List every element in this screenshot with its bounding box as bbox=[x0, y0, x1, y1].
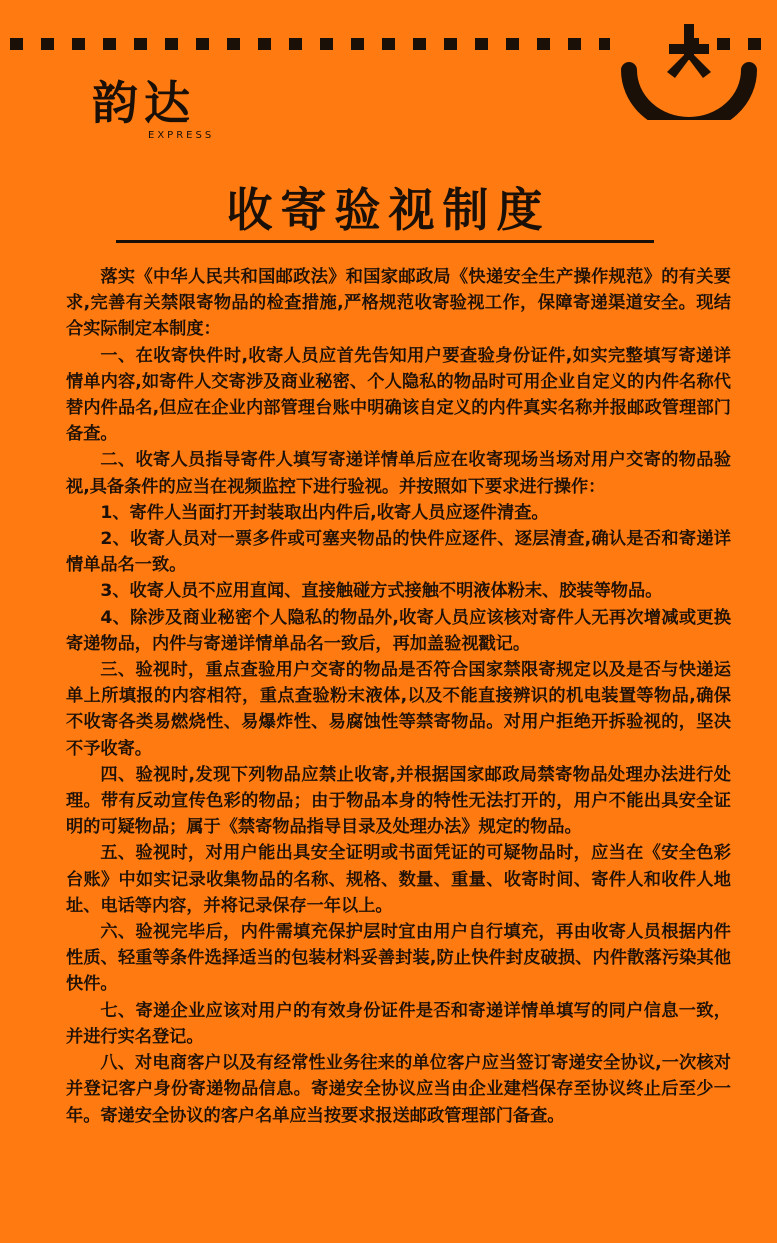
document-title: 收寄验视制度 bbox=[226, 183, 551, 237]
paragraph: 4、除涉及商业秘密个人隐私的物品外,收寄人员应该核对寄件人无再次增减或更换寄递物品，内件与寄递详情单品名一致后，再加盖验视戳记。 bbox=[66, 607, 731, 654]
paragraph: 2、收寄人员对一票多件或可塞夹物品的快件应逐件、逐层清查,确认是否和寄递详情单品名一致。 bbox=[66, 529, 731, 576]
paragraph: 落实《中华人民共和国邮政法》和国家邮政局《快递安全生产操作规范》的有关要求,完善有关禁限寄物品的检查措施,严格规范收寄验视工作，保障寄递渠道安全。现结合实际制定本制度： bbox=[66, 267, 731, 340]
brand-name: 韵达 bbox=[92, 76, 196, 130]
paragraph: 五、验视时，对用户能出具安全证明或书面凭证的可疑物品时，应当在《安全色彩台账》中如实记录收集物品的名称、规格、数量、重量、收寄时间、寄件人和收件人地址、电话等内容，并将记录保存一年以上。 bbox=[66, 843, 731, 916]
paragraph: 3、收寄人员不应用直闻、直接触碰方式接触不明液体粉末、胶装等物品。 bbox=[100, 581, 663, 602]
paragraph: 四、验视时,发现下列物品应禁止收寄,并根据国家邮政局禁寄物品处理办法进行处理。带有反动宣传色彩的物品；由于物品本身的特性无法打开的，用户不能出具安全证明的可疑物品；属于《禁寄物品指导目录及处理办法》规定的物品。 bbox=[66, 764, 731, 838]
brand-logo bbox=[92, 78, 214, 141]
paragraph: 三、验视时，重点查验用户交寄的物品是否符合国家禁限寄规定以及是否与快递运单上所填报的内容相符，重点查验粉末液体,以及不能直接辨识的机电装置等物品,确保不收寄各类易燃烧性、易爆炸性、易腐蚀性等禁寄物品。对用户拒绝开拆验视的，坚决不予收寄。 bbox=[66, 660, 731, 759]
paragraph: 1、寄件人当面打开封装取出内件后,收寄人员应逐件清查。 bbox=[100, 502, 549, 523]
paragraph: 七、寄递企业应该对用户的有效身份证件是否和寄递详情单填写的同户信息一致，并进行实名登记。 bbox=[66, 1000, 731, 1047]
yunda-smile-logo-icon bbox=[619, 20, 759, 124]
brand-sub: EXPRESS bbox=[148, 130, 215, 141]
paragraph: 二、收寄人员指导寄件人填写寄递详情单后应在收寄现场当场对用户交寄的物品验视,具备条件的应当在视频监控下进行验视。并按照如下要求进行操作： bbox=[66, 450, 731, 497]
paragraph: 八、对电商客户以及有经常性业务往来的单位客户应当签订寄递安全协议,一次核对并登记客户身份寄递物品信息。寄递安全协议应当由企业建档保存至协议终止后至少一年。寄递安全协议的客户名单应当按要求报送邮政管理部门备查。 bbox=[66, 1053, 731, 1126]
paragraph: 六、验视完毕后，内件需填充保护层时宜由用户自行填充，再由收寄人员根据内件性质、轻重等条件选择适当的包装材料妥善封装,防止快件封皮破损、内件散落污染其他快件。 bbox=[66, 922, 731, 995]
paragraph: 一、在收寄快件时,收寄人员应首先告知用户要查验身份证件,如实完整填写寄递详情单内容,如寄件人交寄涉及商业秘密、个人隐私的物品时可用企业自定义的内件名称代替内件品名,但应在企业内部管理台账中明确该自定义的内件真实名称并报邮政管理部门备查。 bbox=[66, 345, 731, 445]
title-underline bbox=[116, 240, 654, 243]
top-dash-border bbox=[10, 38, 610, 50]
document-body bbox=[66, 264, 731, 1129]
